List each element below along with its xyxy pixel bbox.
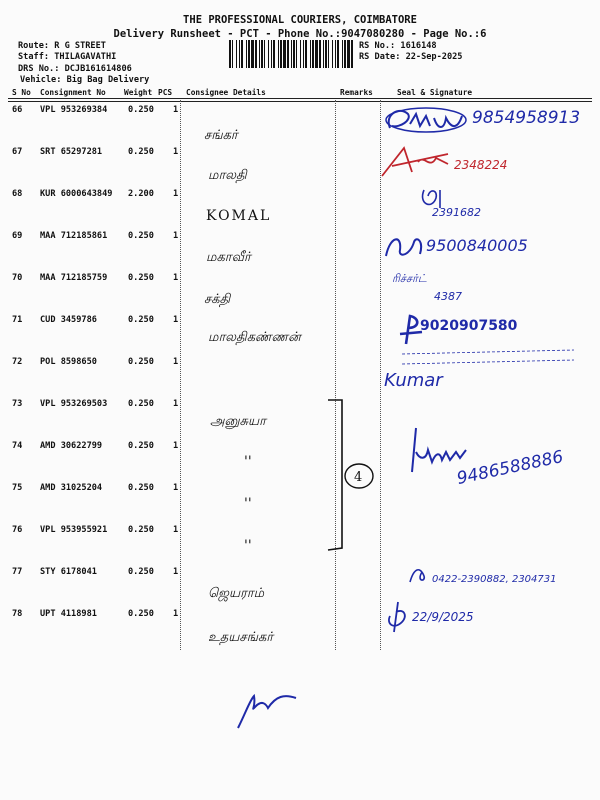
row-consignee-handwritten: மாலதிகண்ணன் — [208, 330, 301, 345]
row-sno: 77 — [12, 567, 23, 577]
row-sno: 76 — [12, 525, 23, 535]
row-consignee-handwritten: மாலதி — [208, 168, 247, 183]
runsheet-subtitle: Delivery Runsheet - PCT - Phone No.:9047080280 - Page No.:6 — [113, 28, 487, 40]
row-consignment: UPT 4118981 — [40, 609, 97, 619]
row-consignee-handwritten: உதயசங்கர் — [208, 630, 274, 645]
row-pcs: 1 — [173, 315, 179, 325]
barcode-bar — [259, 40, 260, 68]
row-signature-handwritten: Kumar — [384, 370, 443, 391]
row-weight: 0.250 — [128, 399, 154, 409]
row-consignment: AMD 30622799 — [40, 441, 103, 451]
barcode-bar — [337, 40, 339, 68]
barcode-bar — [232, 40, 233, 68]
row-weight: 0.250 — [128, 441, 154, 451]
row-phone-handwritten: 9500840005 — [426, 236, 528, 255]
row-weight: 0.250 — [128, 105, 154, 115]
table-row — [8, 228, 592, 270]
row-phone-handwritten: 2391682 — [432, 206, 481, 219]
row-consignment: POL 8598650 — [40, 357, 97, 367]
row-consignee-handwritten: மகாவீர் — [206, 250, 251, 265]
barcode-bar — [344, 40, 346, 68]
table-row — [8, 480, 592, 522]
barcode-bar — [332, 40, 333, 68]
barcode-bar — [310, 40, 311, 68]
row-consignee-ditto: '' — [244, 496, 252, 512]
signature-mark — [384, 600, 412, 636]
barcode-bar — [300, 40, 301, 68]
staff-label: Staff: THILAGAVATHI — [18, 52, 117, 62]
row-date-handwritten: 22/9/2025 — [412, 610, 474, 624]
row-sno: 71 — [12, 315, 23, 325]
barcode-bar — [303, 40, 304, 68]
row-consignment: CUD 3459786 — [40, 315, 97, 325]
row-phone-handwritten: 9020907580 — [420, 318, 518, 334]
col-header-consignment: Consignment No — [40, 88, 106, 97]
signature-mark — [394, 314, 424, 348]
signature-mark — [418, 186, 448, 212]
row-consignment: STY 6178041 — [40, 567, 97, 577]
barcode-bar — [255, 40, 257, 68]
row-consignment: MAA 712185759 — [40, 273, 108, 283]
barcode-bar — [271, 40, 272, 68]
row-sno: 72 — [12, 357, 23, 367]
row-pcs: 1 — [173, 147, 179, 157]
barcode-bar — [268, 40, 269, 68]
row-consignment: VPL 953269503 — [40, 399, 108, 409]
row-consignee-handwritten: சங்கர் — [204, 128, 238, 143]
row-pcs: 1 — [173, 399, 179, 409]
barcode-bar — [280, 40, 282, 68]
barcode-bar — [241, 40, 243, 68]
barcode-bar — [351, 40, 353, 68]
row-pcs: 1 — [173, 441, 179, 451]
row-consignee-handwritten: ஜெயராம் — [208, 586, 265, 601]
row-weight: 0.250 — [128, 567, 154, 577]
row-phone-handwritten: 0422-2390882, 2304731 — [432, 574, 557, 585]
barcode-bar — [246, 40, 247, 68]
barcode-bar — [323, 40, 324, 68]
signature-mark — [406, 422, 476, 482]
row-sno: 73 — [12, 399, 23, 409]
barcode-bar — [315, 40, 318, 68]
barcode-bar — [239, 40, 240, 68]
staff-signature-mark — [232, 682, 302, 732]
barcode-bar — [229, 40, 231, 68]
group-count-handwritten: 4 — [354, 470, 363, 485]
barcode-bar — [319, 40, 321, 68]
row-pcs: 1 — [173, 273, 179, 283]
table-row — [8, 330, 592, 396]
row-consignment: KUR 6000643849 — [40, 189, 113, 199]
barcode-bar — [287, 40, 289, 68]
barcode-bar — [347, 40, 350, 68]
row-pcs: 1 — [173, 609, 179, 619]
col-header-sno: S No — [12, 88, 31, 97]
row-sno: 78 — [12, 609, 23, 619]
row-weight: 0.250 — [128, 525, 154, 535]
barcode-bar — [236, 40, 237, 68]
row-consignee-ditto: '' — [244, 454, 252, 470]
table-row — [8, 186, 592, 228]
vehicle-label: Vehicle: Big Bag Delivery — [20, 75, 150, 85]
col-header-consignee: Consignee Details — [186, 88, 266, 97]
barcode-bar — [305, 40, 307, 68]
rs-number: RS No.: 1616148 — [359, 41, 437, 51]
row-pcs: 1 — [173, 189, 179, 199]
row-consignment: SRT 65297281 — [40, 147, 103, 157]
row-weight: 0.250 — [128, 147, 154, 157]
col-header-pcs: PCS — [158, 88, 173, 97]
stamp-mark — [398, 346, 578, 372]
header-rule-top — [8, 98, 592, 99]
signature-mark — [406, 564, 434, 586]
row-sno: 74 — [12, 441, 23, 451]
barcode-bar — [248, 40, 250, 68]
barcode-bar — [328, 40, 329, 68]
barcode-bar — [312, 40, 314, 68]
col-header-seal: Seal & Signature — [397, 88, 473, 97]
table-row — [8, 396, 592, 438]
table-row — [8, 144, 592, 186]
table-row — [8, 564, 592, 606]
row-consignment: AMD 31025204 — [40, 483, 103, 493]
table-row — [8, 522, 592, 564]
rs-date: RS Date: 22-Sep-2025 — [359, 52, 463, 62]
row-sno: 68 — [12, 189, 23, 199]
row-consignment: MAA 712185861 — [40, 231, 108, 241]
row-consignment: VPL 953955921 — [40, 525, 108, 535]
barcode-bar — [278, 40, 279, 68]
row-consignee-handwritten: KOMAL — [206, 208, 272, 224]
row-consignee-handwritten: அனுசுயா — [210, 414, 266, 429]
row-pcs: 1 — [173, 357, 179, 367]
row-weight: 2.200 — [128, 189, 154, 199]
table-row — [8, 270, 592, 312]
row-sno: 70 — [12, 273, 23, 283]
row-weight: 0.250 — [128, 609, 154, 619]
company-title: THE PROFESSIONAL COURIERS, COIMBATORE — [183, 14, 417, 26]
row-sno: 75 — [12, 483, 23, 493]
table-row — [8, 606, 592, 648]
barcode-bar — [291, 40, 292, 68]
row-weight: 0.250 — [128, 231, 154, 241]
row-phone-handwritten: 2348224 — [454, 158, 508, 172]
drs-label: DRS No.: DCJB161614806 — [18, 64, 132, 74]
barcode-bar — [293, 40, 295, 68]
barcode-image — [229, 40, 355, 68]
row-weight: 0.250 — [128, 357, 154, 367]
row-consignee-ditto: '' — [244, 538, 252, 554]
runsheet-table — [8, 88, 592, 650]
signature-mark — [378, 144, 458, 180]
row-pcs: 1 — [173, 483, 179, 493]
row-pcs: 1 — [173, 567, 179, 577]
row-weight: 0.250 — [128, 315, 154, 325]
table-row — [8, 102, 592, 144]
row-sno: 67 — [12, 147, 23, 157]
row-remark-handwritten: ரிச்சர்ட் — [392, 272, 427, 285]
row-pcs: 1 — [173, 105, 179, 115]
barcode-bar — [296, 40, 297, 68]
row-phone-handwritten: 9486588886 — [455, 446, 566, 490]
row-sno: 69 — [12, 231, 23, 241]
barcode-bar — [251, 40, 254, 68]
row-phone-handwritten: 9854958913 — [472, 108, 581, 128]
barcode-bar — [335, 40, 336, 68]
barcode-bar — [264, 40, 265, 68]
row-sno: 66 — [12, 105, 23, 115]
barcode-bar — [325, 40, 327, 68]
row-weight: 0.250 — [128, 273, 154, 283]
barcode-bar — [273, 40, 275, 68]
row-pcs: 1 — [173, 231, 179, 241]
barcode-bar — [283, 40, 286, 68]
row-weight: 0.250 — [128, 483, 154, 493]
row-consignee-handwritten: சக்தி — [204, 292, 231, 307]
col-header-weight: Weight — [124, 88, 153, 97]
signature-mark — [380, 230, 428, 262]
barcode-bar — [261, 40, 263, 68]
barcode-bar — [342, 40, 343, 68]
col-header-remarks: Remarks — [340, 88, 373, 97]
row-phone-handwritten: 4387 — [434, 290, 462, 303]
row-pcs: 1 — [173, 525, 179, 535]
route-label: Route: R G STREET — [18, 41, 106, 51]
signature-mark — [382, 104, 472, 134]
row-consignment: VPL 953269384 — [40, 105, 108, 115]
